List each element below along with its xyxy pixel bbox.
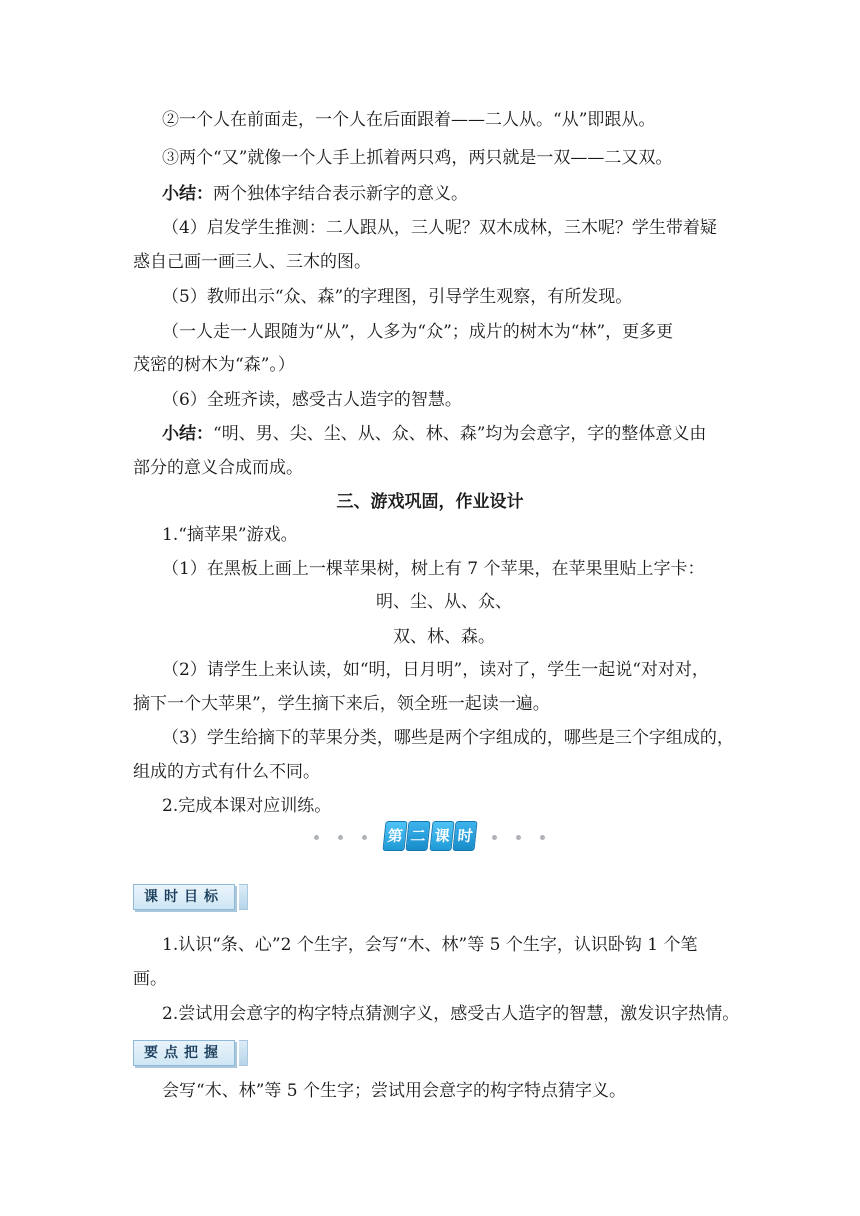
text-line: 1.“摘苹果”游戏。 — [162, 525, 298, 545]
dot-decoration — [338, 835, 343, 840]
text-line: ③两个“又”就像一个人手上抓着两只鸡，两只就是一双——二又双。 — [162, 148, 673, 168]
text-line: 2.完成本课对应训练。 — [162, 796, 332, 816]
tag-tail-decoration — [239, 884, 248, 910]
text-line: 部分的意义合成而成。 — [133, 458, 303, 478]
word-card-line: 明、尘、从、众、 — [376, 592, 512, 612]
summary-line — [162, 422, 706, 446]
text-line: 组成的方式有什么不同。 — [133, 762, 320, 782]
summary-text: “明、男、尖、尘、从、众、林、森”均为会意字，字的整体意义由 — [213, 424, 707, 444]
text-line: 画。 — [133, 969, 167, 989]
objectives-tag-label: 课时目标 — [133, 884, 235, 910]
text-line: （4）启发学生推测：二人跟从，三人呢？双木成林，三木呢？学生带着疑 — [162, 218, 717, 238]
text-line: （5）教师出示“众、森”的字理图，引导学生观察，有所发现。 — [162, 287, 633, 307]
lesson-banner — [310, 821, 550, 853]
dot-decoration — [314, 835, 319, 840]
text-line: 摘下一个大苹果”，学生摘下来后，领全班一起读一遍。 — [133, 694, 550, 714]
text-line: （一人走一人跟随为“从”，人多为“众”；成片的树木为“林”，更多更 — [162, 322, 674, 342]
word-card-line: 双、林、森。 — [393, 627, 495, 647]
badge-char: 第 — [382, 821, 407, 851]
badge-char: 课 — [429, 821, 454, 851]
text-line: （1）在黑板上画上一棵苹果树，树上有 7 个苹果，在苹果里贴上字卡： — [162, 559, 705, 579]
tag-tail-decoration — [239, 1040, 248, 1066]
text-line: 2.尝试用会意字的构字特点猜测字义，感受古人造字的智慧，激发识字热情。 — [162, 1004, 740, 1024]
text-line: 会写“木、林”等 5 个生字；尝试用会意字的构字特点猜字义。 — [162, 1081, 627, 1101]
keypoints-tag — [133, 1040, 248, 1066]
text-line: （2）请学生上来认读，如“明，日月明”，读对了，学生一起说“对对对， — [162, 660, 709, 680]
keypoints-tag-label: 要点把握 — [133, 1040, 235, 1066]
dot-decoration — [516, 835, 521, 840]
text-line: （3）学生给摘下的苹果分类，哪些是两个字组成的，哪些是三个字组成的， — [162, 728, 734, 748]
text-line: 1.认识“条、心”2 个生字，会写“木、林”等 5 个生字，认识卧钩 1 个笔 — [162, 935, 698, 955]
badge-char: 二 — [406, 821, 431, 851]
text-line: ②一个人在前面走，一个人在后面跟着——二人从。“从”即跟从。 — [162, 110, 656, 130]
text-line: 惑自己画一画三人、三木的图。 — [133, 252, 371, 272]
summary-label: 小结： — [162, 424, 213, 444]
summary-line — [162, 182, 468, 206]
lesson-badge — [384, 821, 476, 851]
section-heading: 三、游戏巩固，作业设计 — [336, 492, 524, 512]
dot-decoration — [540, 835, 545, 840]
objectives-tag — [133, 884, 248, 910]
text-line: （6）全班齐读，感受古人造字的智慧。 — [162, 390, 462, 410]
dot-decoration — [492, 835, 497, 840]
summary-text: 两个独体字结合表示新字的意义。 — [213, 184, 468, 204]
text-line: 茂密的树木为“森”。） — [133, 355, 295, 375]
badge-char: 时 — [452, 821, 477, 851]
summary-label: 小结： — [162, 184, 213, 204]
dot-decoration — [362, 835, 367, 840]
